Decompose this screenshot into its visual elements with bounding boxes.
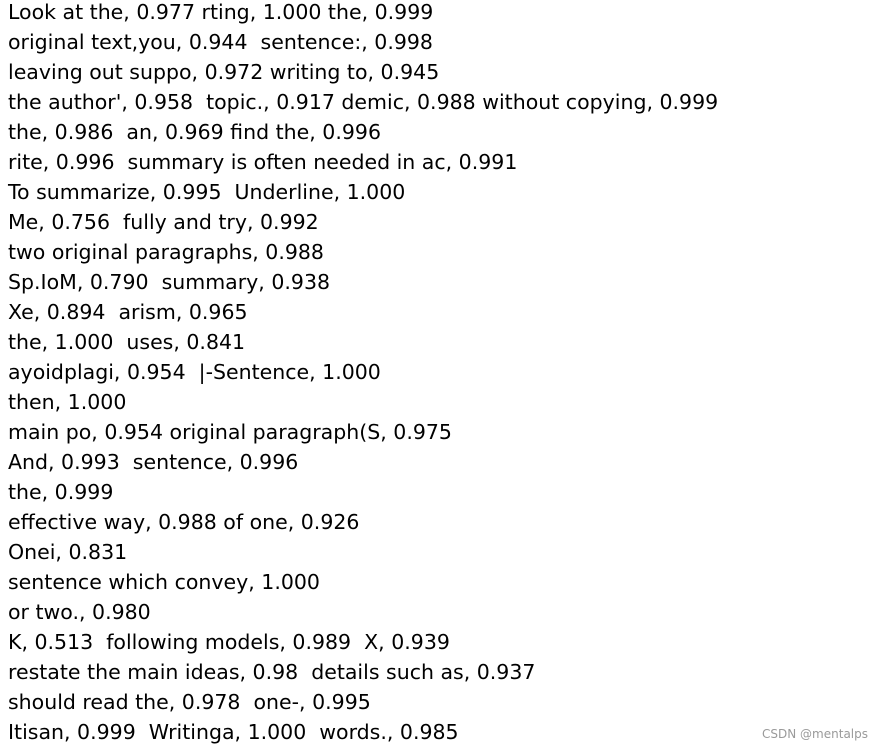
text-line: rite, 0.996 summary is often needed in ac, 0.991 <box>8 150 518 174</box>
text-line: the author', 0.958 topic., 0.917 demic, 0.988 without copying, 0.999 <box>8 90 719 114</box>
text-line: should read the, 0.978 one-, 0.995 <box>8 690 371 714</box>
text-line: the, 1.000 uses, 0.841 <box>8 330 246 354</box>
text-line: Onei, 0.831 <box>8 540 128 564</box>
text-line: the, 0.986 an, 0.969 find the, 0.996 <box>8 120 381 144</box>
text-line: original text,you, 0.944 sentence:, 0.998 <box>8 30 433 54</box>
ocr-results-text <box>8 0 882 750</box>
text-line: To summarize, 0.995 Underline, 1.000 <box>8 180 406 204</box>
text-line: Itisan, 0.999 Writinga, 1.000 words., 0.985 <box>8 720 459 744</box>
text-line: Look at the, 0.977 rting, 1.000 the, 0.999 <box>8 0 434 24</box>
text-line: or two., 0.980 <box>8 600 151 624</box>
text-line: effective way, 0.988 of one, 0.926 <box>8 510 360 534</box>
text-line: Xe, 0.894 arism, 0.965 <box>8 300 248 324</box>
text-line: Me, 0.756 fully and try, 0.992 <box>8 210 319 234</box>
text-line: Sp.IoM, 0.790 summary, 0.938 <box>8 270 331 294</box>
text-line: K, 0.513 following models, 0.989 X, 0.939 <box>8 630 450 654</box>
text-line: ayoidplagi, 0.954 |-Sentence, 1.000 <box>8 360 381 384</box>
text-line: two original paragraphs, 0.988 <box>8 240 324 264</box>
text-line: then, 1.000 <box>8 390 127 414</box>
text-line: the, 0.999 <box>8 480 114 504</box>
text-line: leaving out suppo, 0.972 writing to, 0.945 <box>8 60 440 84</box>
text-line: main po, 0.954 original paragraph(S, 0.975 <box>8 420 452 444</box>
text-line: restate the main ideas, 0.98 details such as, 0.937 <box>8 660 536 684</box>
text-line: And, 0.993 sentence, 0.996 <box>8 450 299 474</box>
watermark: CSDN @mentalps <box>762 727 868 741</box>
text-line: sentence which convey, 1.000 <box>8 570 320 594</box>
